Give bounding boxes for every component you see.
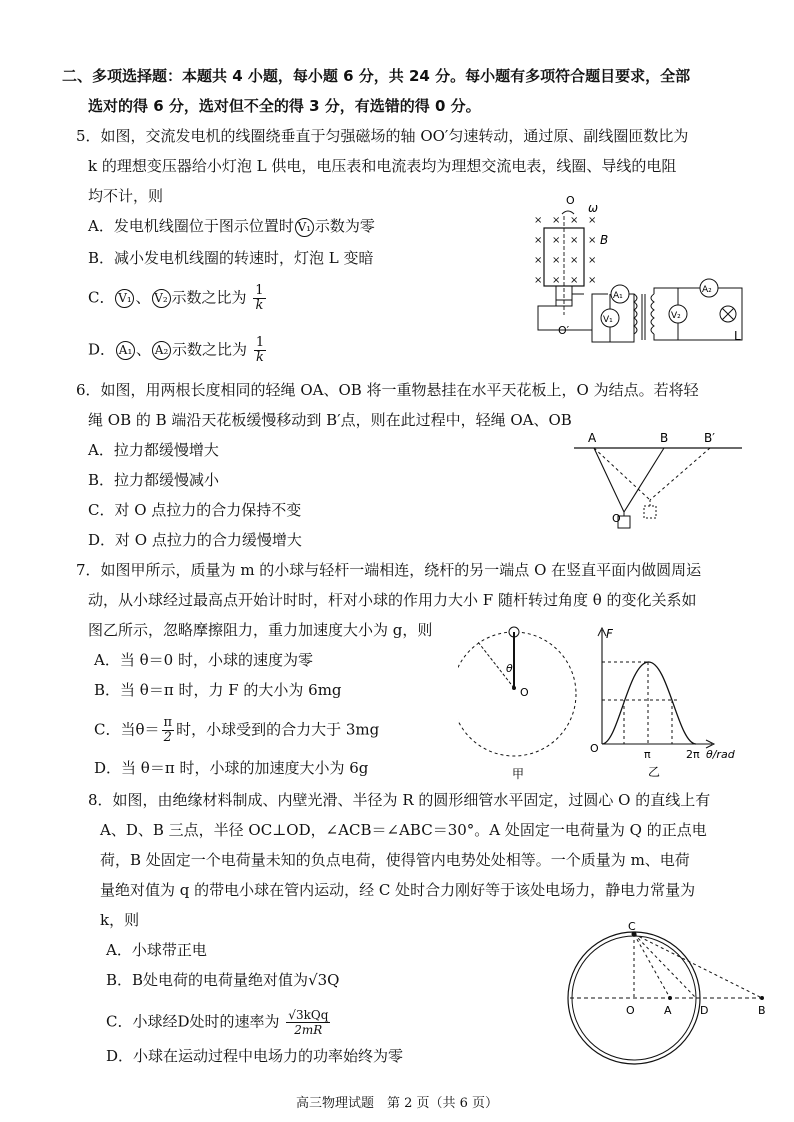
fig-label-a2: A₂	[702, 285, 712, 295]
q5-option-a-pre: A．发电机线圈位于图示位置时	[88, 217, 294, 235]
axis-origin: O	[590, 742, 599, 755]
fig-label-b: B	[660, 431, 669, 445]
q7-option-c-post: 时，小球受到的合力大于 3mg	[176, 720, 380, 739]
q5-option-c-post: 示数之比为	[171, 288, 247, 307]
q8-option-b-math: √3Q	[308, 971, 340, 989]
q8-option-d: D．小球在运动过程中电场力的功率始终为零	[106, 1047, 404, 1065]
q8-ring-figure	[566, 920, 776, 1080]
voltmeter-icon: V₂	[152, 289, 171, 308]
svg-text:×: ×	[552, 275, 561, 286]
rope-oa	[594, 448, 624, 512]
svg-text:×: ×	[534, 275, 543, 286]
svg-text:×: ×	[570, 235, 579, 246]
primary-wire	[538, 294, 608, 330]
fig-label-a1: A₁	[613, 291, 623, 301]
q8-option-c-fraction: $\frac{\text{√3kQq}}{2mR}$	[288, 1008, 329, 1037]
svg-text:×: ×	[570, 255, 579, 266]
q8-stem-line4: 量绝对值为 q 的带电小球在管内运动，经 C 处时合力刚好等于该处电场力，静电力常量为	[100, 881, 696, 899]
q5-stem-line1: 5．如图，交流发电机的线圈绕垂直于匀强磁场的轴 OO′匀速转动，通过原、副线圈匝数比为	[76, 127, 689, 145]
svg-text:×: ×	[588, 215, 597, 226]
q8-option-c-pre: C．小球经D处时的速率为	[106, 1012, 280, 1031]
q7-option-c-pre: C．当θ＝	[94, 720, 160, 739]
q6-option-b: B．拉力都缓慢减小	[88, 471, 220, 489]
q8-option-b	[106, 970, 339, 990]
q5-option-d-pre: D．	[88, 340, 116, 359]
force-curve	[602, 662, 696, 744]
axis-label-f: F	[606, 627, 613, 641]
fig-label-o: O	[612, 512, 621, 525]
line-cb	[634, 934, 762, 998]
fig-label-theta: θ	[506, 662, 513, 675]
rotation-arrow-icon	[562, 211, 574, 214]
fig-label-d: D	[700, 1004, 709, 1017]
q5-stem-line3: 均不计，则	[88, 187, 164, 205]
q5-option-a-post: 示数为零	[314, 217, 375, 235]
svg-text:×: ×	[588, 255, 597, 266]
q8-option-c	[106, 1008, 332, 1037]
q7-circle-figure	[458, 622, 578, 782]
q6-rope-figure	[574, 430, 744, 530]
q5-option-c-fraction: $\frac{1}{k}$	[255, 283, 264, 313]
q5-option-c-sep: 、	[135, 288, 151, 307]
q5-option-b: B．减小发电机线圈的转速时，灯泡 L 变暗	[88, 249, 374, 267]
voltmeter-icon: V₁	[115, 289, 134, 308]
q5-option-d-sep: 、	[136, 340, 152, 359]
fig-label-a: A	[588, 431, 597, 445]
section-header-line2: 选对的得 6 分，选对但不全的得 3 分，有选错的得 0 分。	[88, 97, 481, 115]
q8-stem-line1: 8．如图，由绝缘材料制成、内壁光滑、半径为 R 的圆形细管水平固定，过圆心 O 的直线上有	[88, 791, 711, 809]
svg-text:×: ×	[570, 215, 579, 226]
q8-option-a: A．小球带正电	[106, 941, 207, 959]
ammeter-icon: A₁	[116, 341, 135, 360]
transformer-secondary	[651, 294, 654, 334]
q5-option-c	[88, 284, 268, 313]
fig-label-b: B	[600, 233, 609, 247]
q8-option-b-pre: B．B处电荷的电荷量绝对值为	[106, 971, 309, 989]
fig-label-o: O	[520, 686, 529, 699]
ammeter-icon: A₂	[152, 341, 171, 360]
q7-option-c-fraction: $\frac{\pi}{2}$	[163, 715, 173, 745]
svg-text:×: ×	[570, 275, 579, 286]
fig-label-b: B	[758, 1004, 766, 1017]
q6-stem-line1: 6．如图，用两根长度相同的轻绳 OA、OB 将一重物悬挂在水平天花板上，O 为结点。若将轻	[76, 381, 699, 399]
voltmeter-icon: V₁	[295, 218, 314, 237]
q5-option-d-post: 示数之比为	[172, 340, 248, 359]
svg-text:×: ×	[534, 235, 543, 246]
q6-stem-line2: 绳 OB 的 B 端沿天花板缓慢移动到 B′点，则在此过程中，轻绳 OA、OB	[88, 411, 572, 429]
q7-option-b: B．当 θ＝π 时，力 F 的大小为 6mg	[94, 681, 342, 699]
page-footer: 高三物理试题 第 2 页（共 6 页）	[295, 1096, 499, 1111]
fig-label-o: O	[626, 1004, 635, 1017]
q6-option-c: C．对 O 点拉力的合力保持不变	[88, 501, 302, 519]
svg-text:×: ×	[552, 235, 561, 246]
rope-ob	[624, 448, 664, 512]
q8-stem-line2: A、D、B 三点，半径 OC⊥OD，∠ACB＝∠ABC＝30°。A 处固定一电荷量为 Q 的正点电	[100, 821, 707, 839]
q5-option-d	[88, 336, 268, 365]
rope-oa-dashed	[594, 448, 650, 500]
fig-label-v2: V₂	[671, 311, 681, 321]
svg-text:×: ×	[534, 215, 543, 226]
fig-label-o-prime: O′	[558, 324, 570, 337]
svg-text:×: ×	[552, 255, 561, 266]
svg-text:×: ×	[588, 235, 597, 246]
q7-option-d: D．当 θ＝π 时，小球的加速度大小为 6g	[94, 759, 369, 777]
q5-option-a	[88, 216, 375, 237]
q8-stem-line5: k，则	[100, 911, 140, 929]
fig-label-yi: 乙	[648, 765, 661, 779]
fig-label-jia: 甲	[512, 767, 525, 781]
fig-label-omega: ω	[588, 201, 599, 215]
magnetic-field-crosses	[534, 215, 596, 286]
q5-stem-line2: k 的理想变压器给小灯泡 L 供电，电压表和电流表均为理想交流电表，线圈、导线的电阻	[88, 157, 677, 175]
svg-text:×: ×	[552, 215, 561, 226]
axis-label-theta-rad: θ/rad	[706, 748, 735, 761]
svg-text:×: ×	[588, 275, 597, 286]
q7-stem-line3: 图乙所示，忽略摩擦阻力，重力加速度大小为 g，则	[88, 621, 433, 639]
q8-stem-line3: 荷，B 处固定一个电荷量未知的负点电荷，使得管内电势处处相等。一个质量为 m、电荷	[100, 851, 690, 869]
fig-label-c: C	[628, 920, 636, 933]
q5-generator-figure	[528, 190, 748, 360]
q7-stem-line1: 7．如图甲所示，质量为 m 的小球与轻杆一端相连，绕杆的另一端点 O 在竖直平面内做圆周运	[76, 561, 702, 579]
tick-pi: π	[644, 748, 651, 761]
q6-option-d: D．对 O 点拉力的合力缓慢增大	[88, 531, 302, 549]
q7-option-a: A．当 θ＝0 时，小球的速度为零	[94, 651, 313, 669]
circular-path	[458, 632, 576, 756]
q6-option-a: A．拉力都缓慢增大	[88, 441, 219, 459]
fig-label-b-prime: B′	[704, 431, 715, 445]
fig-label-a: A	[664, 1004, 672, 1017]
section-header-line1: 二、多项选择题：本题共 4 小题，每小题 6 分，共 24 分。每小题有多项符合题目要求，全部	[62, 67, 691, 85]
q7-option-c	[94, 716, 379, 745]
q5-option-c-pre: C．	[88, 288, 115, 307]
fig-label-l: L	[734, 329, 741, 343]
q5-option-d-fraction: $\frac{1}{k}$	[255, 335, 265, 365]
fig-label-v1: V₁	[603, 315, 613, 325]
q7-stem-line2: 动，从小球经过最高点开始计时时，杆对小球的作用力大小 F 随杆转过角度 θ 的变化关系如	[88, 591, 697, 609]
tick-2pi: 2π	[686, 748, 700, 761]
fig-label-o: O	[566, 194, 575, 207]
q7-force-graph	[588, 624, 748, 780]
weight-block-dashed	[644, 506, 656, 518]
svg-text:×: ×	[534, 255, 543, 266]
